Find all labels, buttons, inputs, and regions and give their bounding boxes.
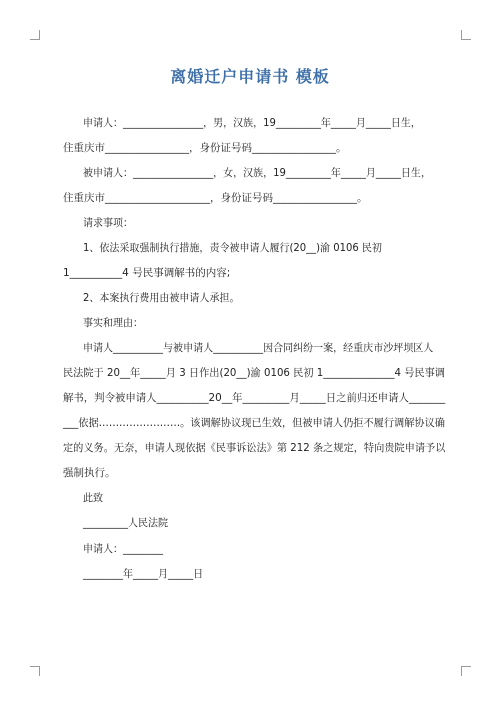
claim-1-continued-line: 1__________4 号民事调解书的内容; [63,267,231,279]
facts-line-3: 解书，判令被申请人__________20__年_________月_____日之前归还申请人_______ [63,392,446,404]
page-corner-mark-bottom-right [461,666,471,676]
respondent-info-line: 被申请人：________________，女，汉族，19_________年_____月_____日生， [83,167,431,179]
applicant-address-line: 住重庆市________________，身份证号码________________。 [63,142,347,154]
applicant-info-line: 申请人：________________，男，汉族，19_________年_____月_____日生， [83,117,421,129]
facts-heading: 事实和理由： [83,317,144,329]
facts-line-5: 定的义务。无奈，申请人现依据《民事诉讼法》第 212 条之规定，特向贵院申请予以 [63,442,446,454]
facts-line-6: 强制执行。 [63,467,116,479]
page-corner-mark-top-right [461,30,471,40]
signature-date-line: ________年_____月_____日 [83,568,204,580]
claim-2-line: 2、本案执行费用由被申请人承担。 [83,292,240,304]
document-title: 离婚迁户申请书 模板 [170,67,330,86]
page-corner-mark-top-left [30,30,40,40]
facts-line-1: 申请人__________与被申请人__________因合同纠纷一案，经重庆市沙坪坝区人 [83,342,434,354]
facts-line-4: ___依据……………………。该调解协议现已生效，但被申请人仍拒不履行调解协议确 [63,417,445,429]
signature-applicant-line: 申请人：________ [83,543,164,555]
claims-heading: 请求事项： [83,217,134,229]
facts-line-2: 民法院于 20__年_____月 3 日作出(20__)渝 0106 民初 1______________4 号民事调 [63,367,445,379]
court-addressee-line: _________人民法院 [83,517,169,529]
salutation-line: 此致 [83,492,104,504]
claim-1-line: 1、依法采取强制执行措施，责令被申请人履行(20__)渝 0106 民初 [83,242,382,254]
respondent-address-line: 住重庆市____________________，身份证号码________________。 [63,192,368,204]
page-corner-mark-bottom-left [30,666,40,676]
